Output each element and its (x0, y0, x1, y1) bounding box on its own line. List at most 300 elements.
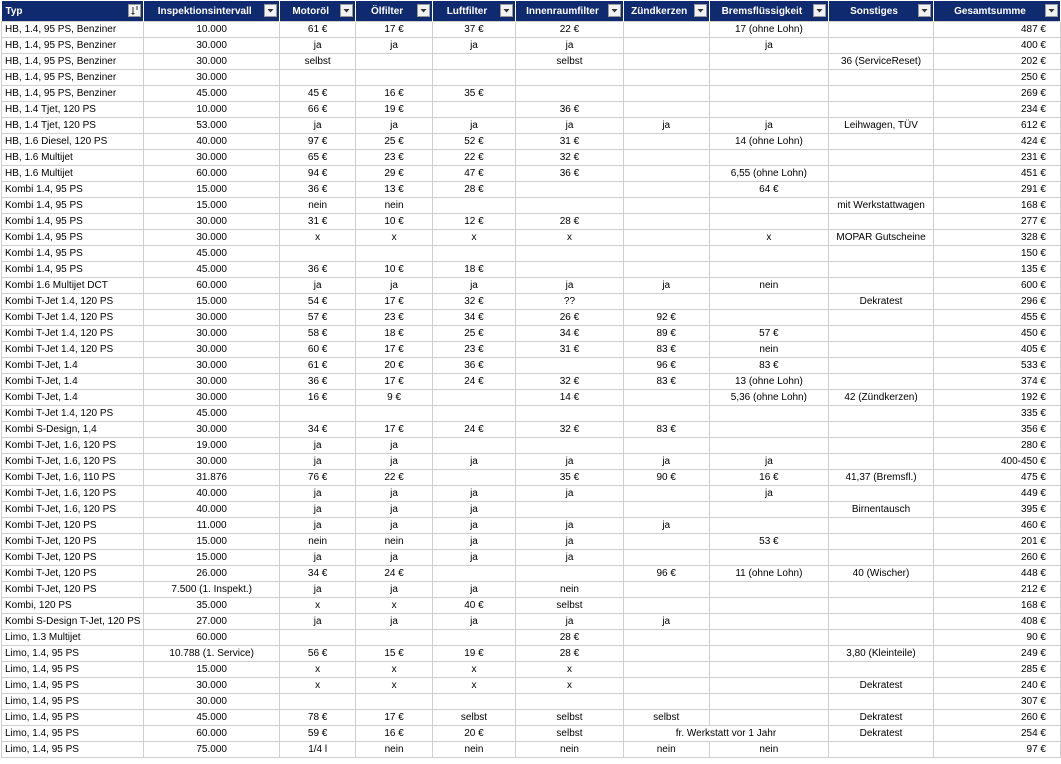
table-cell[interactable]: 31 € (516, 134, 624, 150)
table-cell[interactable] (623, 550, 709, 566)
table-cell[interactable]: 24 € (432, 422, 515, 438)
table-cell[interactable]: 12 € (432, 214, 515, 230)
table-cell[interactable] (432, 438, 515, 454)
table-cell[interactable]: nein (279, 534, 356, 550)
table-cell[interactable]: 17 € (356, 294, 432, 310)
table-cell[interactable] (709, 406, 829, 422)
table-cell[interactable] (623, 54, 709, 70)
table-cell[interactable]: HB, 1.4 Tjet, 120 PS (2, 118, 144, 134)
table-cell[interactable] (623, 502, 709, 518)
table-cell[interactable]: x (279, 662, 356, 678)
table-cell[interactable] (623, 214, 709, 230)
table-cell[interactable] (516, 182, 624, 198)
table-cell[interactable]: ja (432, 614, 515, 630)
table-cell[interactable] (623, 166, 709, 182)
table-cell[interactable] (623, 486, 709, 502)
table-cell[interactable] (709, 294, 829, 310)
table-cell[interactable]: HB, 1.6 Multijet (2, 166, 144, 182)
table-cell[interactable]: 18 € (432, 262, 515, 278)
table-cell[interactable]: x (516, 230, 624, 246)
table-cell[interactable] (516, 70, 624, 86)
table-cell[interactable]: 16 € (279, 390, 356, 406)
filter-dropdown-icon[interactable] (500, 4, 513, 17)
table-cell[interactable]: Limo, 1.4, 95 PS (2, 694, 144, 710)
table-cell[interactable]: ja (356, 38, 432, 54)
table-cell[interactable]: 61 € (279, 22, 356, 38)
table-cell[interactable]: 451 € (933, 166, 1060, 182)
table-cell[interactable] (829, 310, 934, 326)
table-cell[interactable]: 35 € (432, 86, 515, 102)
table-cell[interactable]: HB, 1.4, 95 PS, Benziner (2, 22, 144, 38)
table-cell[interactable]: 285 € (933, 662, 1060, 678)
table-cell[interactable]: nein (516, 582, 624, 598)
table-cell[interactable]: 22 € (432, 150, 515, 166)
table-cell[interactable]: 455 € (933, 310, 1060, 326)
table-cell[interactable]: 15.000 (144, 198, 279, 214)
table-cell[interactable] (709, 438, 829, 454)
table-cell[interactable] (829, 262, 934, 278)
table-cell[interactable] (432, 198, 515, 214)
table-cell[interactable]: 47 € (432, 166, 515, 182)
table-cell[interactable]: 16 € (356, 726, 432, 742)
table-cell[interactable] (709, 646, 829, 662)
table-cell[interactable]: 90 € (933, 630, 1060, 646)
table-cell[interactable]: Dekratest (829, 710, 934, 726)
table-cell[interactable]: 7.500 (1. Inspekt.) (144, 582, 279, 598)
table-cell[interactable] (829, 150, 934, 166)
table-cell[interactable] (623, 598, 709, 614)
table-cell[interactable]: 30.000 (144, 390, 279, 406)
table-cell[interactable]: Kombi T-Jet, 120 PS (2, 534, 144, 550)
table-cell[interactable] (432, 694, 515, 710)
filter-dropdown-icon[interactable] (417, 4, 430, 17)
table-cell[interactable]: ja (432, 486, 515, 502)
table-cell[interactable]: nein (516, 742, 624, 758)
table-cell[interactable]: ja (279, 582, 356, 598)
table-cell[interactable] (623, 262, 709, 278)
table-cell[interactable] (709, 198, 829, 214)
table-cell[interactable]: 22 € (516, 22, 624, 38)
table-cell[interactable]: 408 € (933, 614, 1060, 630)
table-cell[interactable]: 30.000 (144, 678, 279, 694)
table-cell[interactable]: Kombi S-Design T-Jet, 120 PS (2, 614, 144, 630)
table-cell[interactable] (829, 70, 934, 86)
table-cell[interactable]: 15.000 (144, 550, 279, 566)
table-cell[interactable]: ja (356, 614, 432, 630)
table-cell[interactable] (829, 214, 934, 230)
table-cell[interactable]: ja (356, 502, 432, 518)
table-cell[interactable]: ja (432, 38, 515, 54)
table-cell[interactable]: 30.000 (144, 230, 279, 246)
table-cell[interactable] (829, 454, 934, 470)
table-cell[interactable] (432, 470, 515, 486)
table-cell[interactable]: 78 € (279, 710, 356, 726)
table-cell[interactable]: Limo, 1.3 Multijet (2, 630, 144, 646)
table-cell[interactable] (356, 70, 432, 86)
table-cell[interactable]: 23 € (432, 342, 515, 358)
table-cell[interactable] (623, 390, 709, 406)
table-cell[interactable] (623, 294, 709, 310)
table-cell[interactable]: 475 € (933, 470, 1060, 486)
table-cell[interactable]: 28 € (516, 214, 624, 230)
table-cell[interactable]: 28 € (516, 646, 624, 662)
table-cell[interactable] (623, 70, 709, 86)
table-cell[interactable]: 40.000 (144, 134, 279, 150)
table-cell[interactable]: 9 € (356, 390, 432, 406)
table-cell[interactable]: ja (356, 278, 432, 294)
table-cell[interactable]: 34 € (516, 326, 624, 342)
table-cell[interactable]: Kombi T-Jet, 1.6, 120 PS (2, 502, 144, 518)
table-cell[interactable]: ja (279, 454, 356, 470)
table-cell[interactable]: 92 € (623, 310, 709, 326)
table-cell[interactable]: ja (279, 550, 356, 566)
table-cell[interactable] (829, 694, 934, 710)
table-cell[interactable]: ja (516, 454, 624, 470)
table-cell[interactable] (356, 406, 432, 422)
table-cell[interactable]: 11.000 (144, 518, 279, 534)
table-cell[interactable]: ja (516, 550, 624, 566)
table-cell[interactable]: 17 (ohne Lohn) (709, 22, 829, 38)
table-cell[interactable]: 31 € (279, 214, 356, 230)
table-cell[interactable] (829, 22, 934, 38)
table-cell[interactable]: 30.000 (144, 310, 279, 326)
table-cell[interactable]: 16 € (709, 470, 829, 486)
table-cell[interactable] (623, 438, 709, 454)
table-cell[interactable] (709, 598, 829, 614)
table-cell[interactable]: 60.000 (144, 726, 279, 742)
table-cell[interactable]: x (516, 662, 624, 678)
table-cell[interactable] (356, 54, 432, 70)
table-cell[interactable]: 32 € (516, 422, 624, 438)
table-cell[interactable] (279, 70, 356, 86)
table-cell[interactable]: 23 € (356, 150, 432, 166)
table-cell[interactable] (623, 406, 709, 422)
table-cell[interactable]: 32 € (432, 294, 515, 310)
table-cell[interactable]: 14 € (516, 390, 624, 406)
table-cell[interactable]: 600 € (933, 278, 1060, 294)
table-cell[interactable]: Kombi S-Design, 1,4 (2, 422, 144, 438)
table-cell[interactable]: selbst (516, 710, 624, 726)
table-cell[interactable] (709, 502, 829, 518)
table-cell[interactable] (279, 246, 356, 262)
table-cell[interactable]: Kombi T-Jet 1.4, 120 PS (2, 294, 144, 310)
table-cell[interactable]: 97 € (933, 742, 1060, 758)
table-cell[interactable] (829, 134, 934, 150)
table-cell[interactable]: 96 € (623, 358, 709, 374)
filter-dropdown-icon[interactable] (1045, 4, 1058, 17)
table-cell[interactable] (432, 406, 515, 422)
table-cell[interactable]: 59 € (279, 726, 356, 742)
table-cell[interactable]: ja (432, 518, 515, 534)
table-cell[interactable]: ja (516, 486, 624, 502)
table-cell[interactable] (623, 150, 709, 166)
table-cell[interactable]: 395 € (933, 502, 1060, 518)
table-cell[interactable]: 13 € (356, 182, 432, 198)
table-cell[interactable]: ja (432, 502, 515, 518)
table-cell[interactable]: 34 € (432, 310, 515, 326)
table-cell[interactable] (623, 230, 709, 246)
table-cell[interactable]: 10 € (356, 262, 432, 278)
table-cell[interactable] (516, 406, 624, 422)
table-cell[interactable]: ja (279, 118, 356, 134)
table-cell[interactable]: 260 € (933, 550, 1060, 566)
table-cell[interactable]: 150 € (933, 246, 1060, 262)
table-cell[interactable]: ja (356, 118, 432, 134)
table-cell[interactable]: 75.000 (144, 742, 279, 758)
table-cell[interactable]: 10.000 (144, 22, 279, 38)
table-cell[interactable] (829, 182, 934, 198)
table-cell[interactable]: 40.000 (144, 502, 279, 518)
table-cell[interactable] (432, 102, 515, 118)
table-cell[interactable]: nein (709, 742, 829, 758)
table-cell[interactable] (829, 518, 934, 534)
table-cell[interactable]: Limo, 1.4, 95 PS (2, 646, 144, 662)
table-cell[interactable]: x (279, 230, 356, 246)
table-cell[interactable]: selbst (623, 710, 709, 726)
table-cell[interactable]: 36 (ServiceReset) (829, 54, 934, 70)
table-cell[interactable]: 41,37 (Bremsfl.) (829, 470, 934, 486)
table-cell[interactable] (829, 374, 934, 390)
table-cell[interactable]: ja (516, 38, 624, 54)
table-cell[interactable]: HB, 1.4, 95 PS, Benziner (2, 54, 144, 70)
table-cell[interactable]: Kombi, 120 PS (2, 598, 144, 614)
sort-ascending-icon[interactable] (128, 4, 141, 17)
table-cell[interactable]: 40 € (432, 598, 515, 614)
table-cell[interactable]: 231 € (933, 150, 1060, 166)
table-cell[interactable]: Kombi T-Jet 1.4, 120 PS (2, 326, 144, 342)
table-cell[interactable]: HB, 1.6 Multijet (2, 150, 144, 166)
table-cell[interactable] (516, 694, 624, 710)
table-cell[interactable]: Kombi 1.4, 95 PS (2, 230, 144, 246)
table-cell[interactable]: x (356, 678, 432, 694)
table-cell[interactable] (432, 630, 515, 646)
table-cell[interactable]: ja (516, 614, 624, 630)
table-cell[interactable]: ja (356, 454, 432, 470)
table-cell[interactable] (623, 102, 709, 118)
table-cell[interactable] (829, 342, 934, 358)
table-cell[interactable]: 31 € (516, 342, 624, 358)
table-cell[interactable] (829, 166, 934, 182)
table-cell[interactable]: ja (516, 534, 624, 550)
table-cell[interactable]: 34 € (279, 566, 356, 582)
table-cell[interactable]: 19 € (432, 646, 515, 662)
table-cell[interactable]: 37 € (432, 22, 515, 38)
table-cell[interactable]: 53 € (709, 534, 829, 550)
table-cell[interactable]: 53.000 (144, 118, 279, 134)
table-cell[interactable] (829, 102, 934, 118)
table-cell[interactable]: 10.000 (144, 102, 279, 118)
table-cell[interactable]: 60.000 (144, 166, 279, 182)
table-cell[interactable] (623, 86, 709, 102)
table-cell[interactable]: Kombi T-Jet 1.4, 120 PS (2, 310, 144, 326)
table-cell[interactable]: ja (623, 118, 709, 134)
table-cell[interactable]: 400 € (933, 38, 1060, 54)
table-cell[interactable] (709, 310, 829, 326)
table-cell[interactable]: 234 € (933, 102, 1060, 118)
table-cell[interactable]: mit Werkstattwagen (829, 198, 934, 214)
table-cell[interactable]: 20 € (356, 358, 432, 374)
table-cell[interactable]: 14 (ohne Lohn) (709, 134, 829, 150)
table-cell[interactable]: 40.000 (144, 486, 279, 502)
table-cell[interactable]: Kombi 1.4, 95 PS (2, 214, 144, 230)
table-cell[interactable]: Kombi T-Jet 1.4, 120 PS (2, 342, 144, 358)
table-cell[interactable]: 57 € (279, 310, 356, 326)
table-cell[interactable]: Kombi 1.4, 95 PS (2, 262, 144, 278)
table-cell[interactable]: 30.000 (144, 694, 279, 710)
table-cell[interactable] (623, 534, 709, 550)
table-cell[interactable]: ja (279, 38, 356, 54)
table-cell[interactable] (516, 438, 624, 454)
table-cell[interactable]: x (356, 230, 432, 246)
table-cell[interactable] (709, 54, 829, 70)
table-cell[interactable] (432, 54, 515, 70)
table-cell[interactable]: x (356, 662, 432, 678)
table-cell[interactable] (709, 614, 829, 630)
table-cell[interactable]: 30.000 (144, 54, 279, 70)
table-cell[interactable] (829, 358, 934, 374)
table-cell[interactable]: ja (432, 550, 515, 566)
table-cell[interactable]: HB, 1.6 Diesel, 120 PS (2, 134, 144, 150)
table-cell[interactable]: 25 € (356, 134, 432, 150)
table-cell[interactable]: 83 € (709, 358, 829, 374)
table-cell[interactable]: 54 € (279, 294, 356, 310)
table-cell[interactable]: ja (279, 278, 356, 294)
table-cell[interactable] (279, 694, 356, 710)
table-cell[interactable] (516, 502, 624, 518)
table-cell[interactable]: 400-450 € (933, 454, 1060, 470)
table-cell[interactable]: Limo, 1.4, 95 PS (2, 726, 144, 742)
table-cell[interactable]: 269 € (933, 86, 1060, 102)
table-cell[interactable] (709, 150, 829, 166)
table-cell[interactable]: selbst (279, 54, 356, 70)
table-cell[interactable]: 23 € (356, 310, 432, 326)
table-cell[interactable]: 254 € (933, 726, 1060, 742)
table-cell[interactable]: 335 € (933, 406, 1060, 422)
filter-dropdown-icon[interactable] (694, 4, 707, 17)
table-cell[interactable]: Kombi T-Jet, 1.6, 120 PS (2, 454, 144, 470)
table-cell[interactable] (432, 246, 515, 262)
table-cell[interactable]: 45.000 (144, 246, 279, 262)
table-cell[interactable]: 40 (Wischer) (829, 566, 934, 582)
table-cell[interactable] (829, 550, 934, 566)
table-cell[interactable] (709, 262, 829, 278)
table-cell[interactable]: HB, 1.4 Tjet, 120 PS (2, 102, 144, 118)
table-cell[interactable]: 240 € (933, 678, 1060, 694)
table-cell[interactable] (623, 630, 709, 646)
table-cell[interactable]: 17 € (356, 22, 432, 38)
table-cell[interactable] (709, 102, 829, 118)
table-cell[interactable] (432, 566, 515, 582)
table-cell[interactable] (356, 694, 432, 710)
table-cell[interactable]: 15.000 (144, 662, 279, 678)
table-cell[interactable] (516, 262, 624, 278)
table-cell[interactable]: Kombi T-Jet, 1.6, 120 PS (2, 438, 144, 454)
table-cell[interactable]: ja (432, 278, 515, 294)
table-cell[interactable]: 36 € (279, 182, 356, 198)
table-cell[interactable]: 3,80 (Kleinteile) (829, 646, 934, 662)
table-cell[interactable]: ja (516, 278, 624, 294)
table-cell[interactable]: 374 € (933, 374, 1060, 390)
table-cell[interactable] (709, 422, 829, 438)
table-cell[interactable] (709, 214, 829, 230)
table-cell[interactable]: ja (356, 518, 432, 534)
table-cell[interactable] (709, 694, 829, 710)
table-cell[interactable]: 24 € (432, 374, 515, 390)
table-cell[interactable]: 356 € (933, 422, 1060, 438)
table-cell[interactable]: ja (432, 118, 515, 134)
table-cell[interactable]: 56 € (279, 646, 356, 662)
table-cell[interactable]: 64 € (709, 182, 829, 198)
table-cell[interactable]: Limo, 1.4, 95 PS (2, 742, 144, 758)
table-cell[interactable]: ja (356, 582, 432, 598)
table-cell[interactable]: 15.000 (144, 182, 279, 198)
table-cell[interactable]: 24 € (356, 566, 432, 582)
table-cell[interactable]: ja (623, 518, 709, 534)
table-cell[interactable]: 61 € (279, 358, 356, 374)
table-cell[interactable]: 31.876 (144, 470, 279, 486)
table-cell[interactable]: Kombi T-Jet, 1.4 (2, 374, 144, 390)
table-cell[interactable]: 76 € (279, 470, 356, 486)
table-cell[interactable]: 280 € (933, 438, 1060, 454)
table-cell[interactable] (623, 182, 709, 198)
table-cell[interactable]: 27.000 (144, 614, 279, 630)
table-cell[interactable] (709, 246, 829, 262)
table-cell[interactable]: 307 € (933, 694, 1060, 710)
table-cell[interactable]: 291 € (933, 182, 1060, 198)
table-cell[interactable]: ja (709, 38, 829, 54)
table-cell[interactable]: x (432, 678, 515, 694)
table-cell[interactable]: 449 € (933, 486, 1060, 502)
table-cell[interactable]: Kombi 1.4, 95 PS (2, 182, 144, 198)
table-cell[interactable] (709, 678, 829, 694)
table-cell[interactable] (829, 598, 934, 614)
table-cell[interactable] (432, 70, 515, 86)
table-cell[interactable]: ja (623, 614, 709, 630)
table-cell[interactable] (709, 518, 829, 534)
table-cell[interactable]: 96 € (623, 566, 709, 582)
table-cell[interactable]: 5,36 (ohne Lohn) (709, 390, 829, 406)
table-cell[interactable]: Kombi T-Jet 1.4, 120 PS (2, 406, 144, 422)
table-cell[interactable]: 19.000 (144, 438, 279, 454)
table-cell[interactable]: 35 € (516, 470, 624, 486)
table-cell[interactable]: Kombi 1.4, 95 PS (2, 198, 144, 214)
table-cell[interactable]: 28 € (516, 630, 624, 646)
table-cell[interactable]: x (709, 230, 829, 246)
table-cell[interactable]: 168 € (933, 598, 1060, 614)
table-cell[interactable]: ja (356, 438, 432, 454)
table-cell[interactable]: nein (356, 742, 432, 758)
table-cell[interactable]: ja (709, 486, 829, 502)
table-cell[interactable]: 26.000 (144, 566, 279, 582)
table-cell[interactable]: selbst (516, 54, 624, 70)
table-cell[interactable]: 36 € (279, 374, 356, 390)
table-cell[interactable]: Limo, 1.4, 95 PS (2, 678, 144, 694)
table-cell[interactable]: 97 € (279, 134, 356, 150)
table-cell[interactable]: 17 € (356, 342, 432, 358)
table-cell[interactable] (623, 38, 709, 54)
table-cell[interactable]: 15.000 (144, 294, 279, 310)
table-cell[interactable]: 26 € (516, 310, 624, 326)
table-cell[interactable]: 135 € (933, 262, 1060, 278)
table-cell[interactable]: nein (356, 534, 432, 550)
table-cell[interactable]: 60.000 (144, 278, 279, 294)
table-cell[interactable]: 13 (ohne Lohn) (709, 374, 829, 390)
table-cell[interactable]: HB, 1.4, 95 PS, Benziner (2, 38, 144, 54)
table-cell[interactable]: 192 € (933, 390, 1060, 406)
table-cell[interactable]: Kombi T-Jet, 1.6, 110 PS (2, 470, 144, 486)
table-cell[interactable]: ja (279, 614, 356, 630)
table-cell[interactable]: 405 € (933, 342, 1060, 358)
